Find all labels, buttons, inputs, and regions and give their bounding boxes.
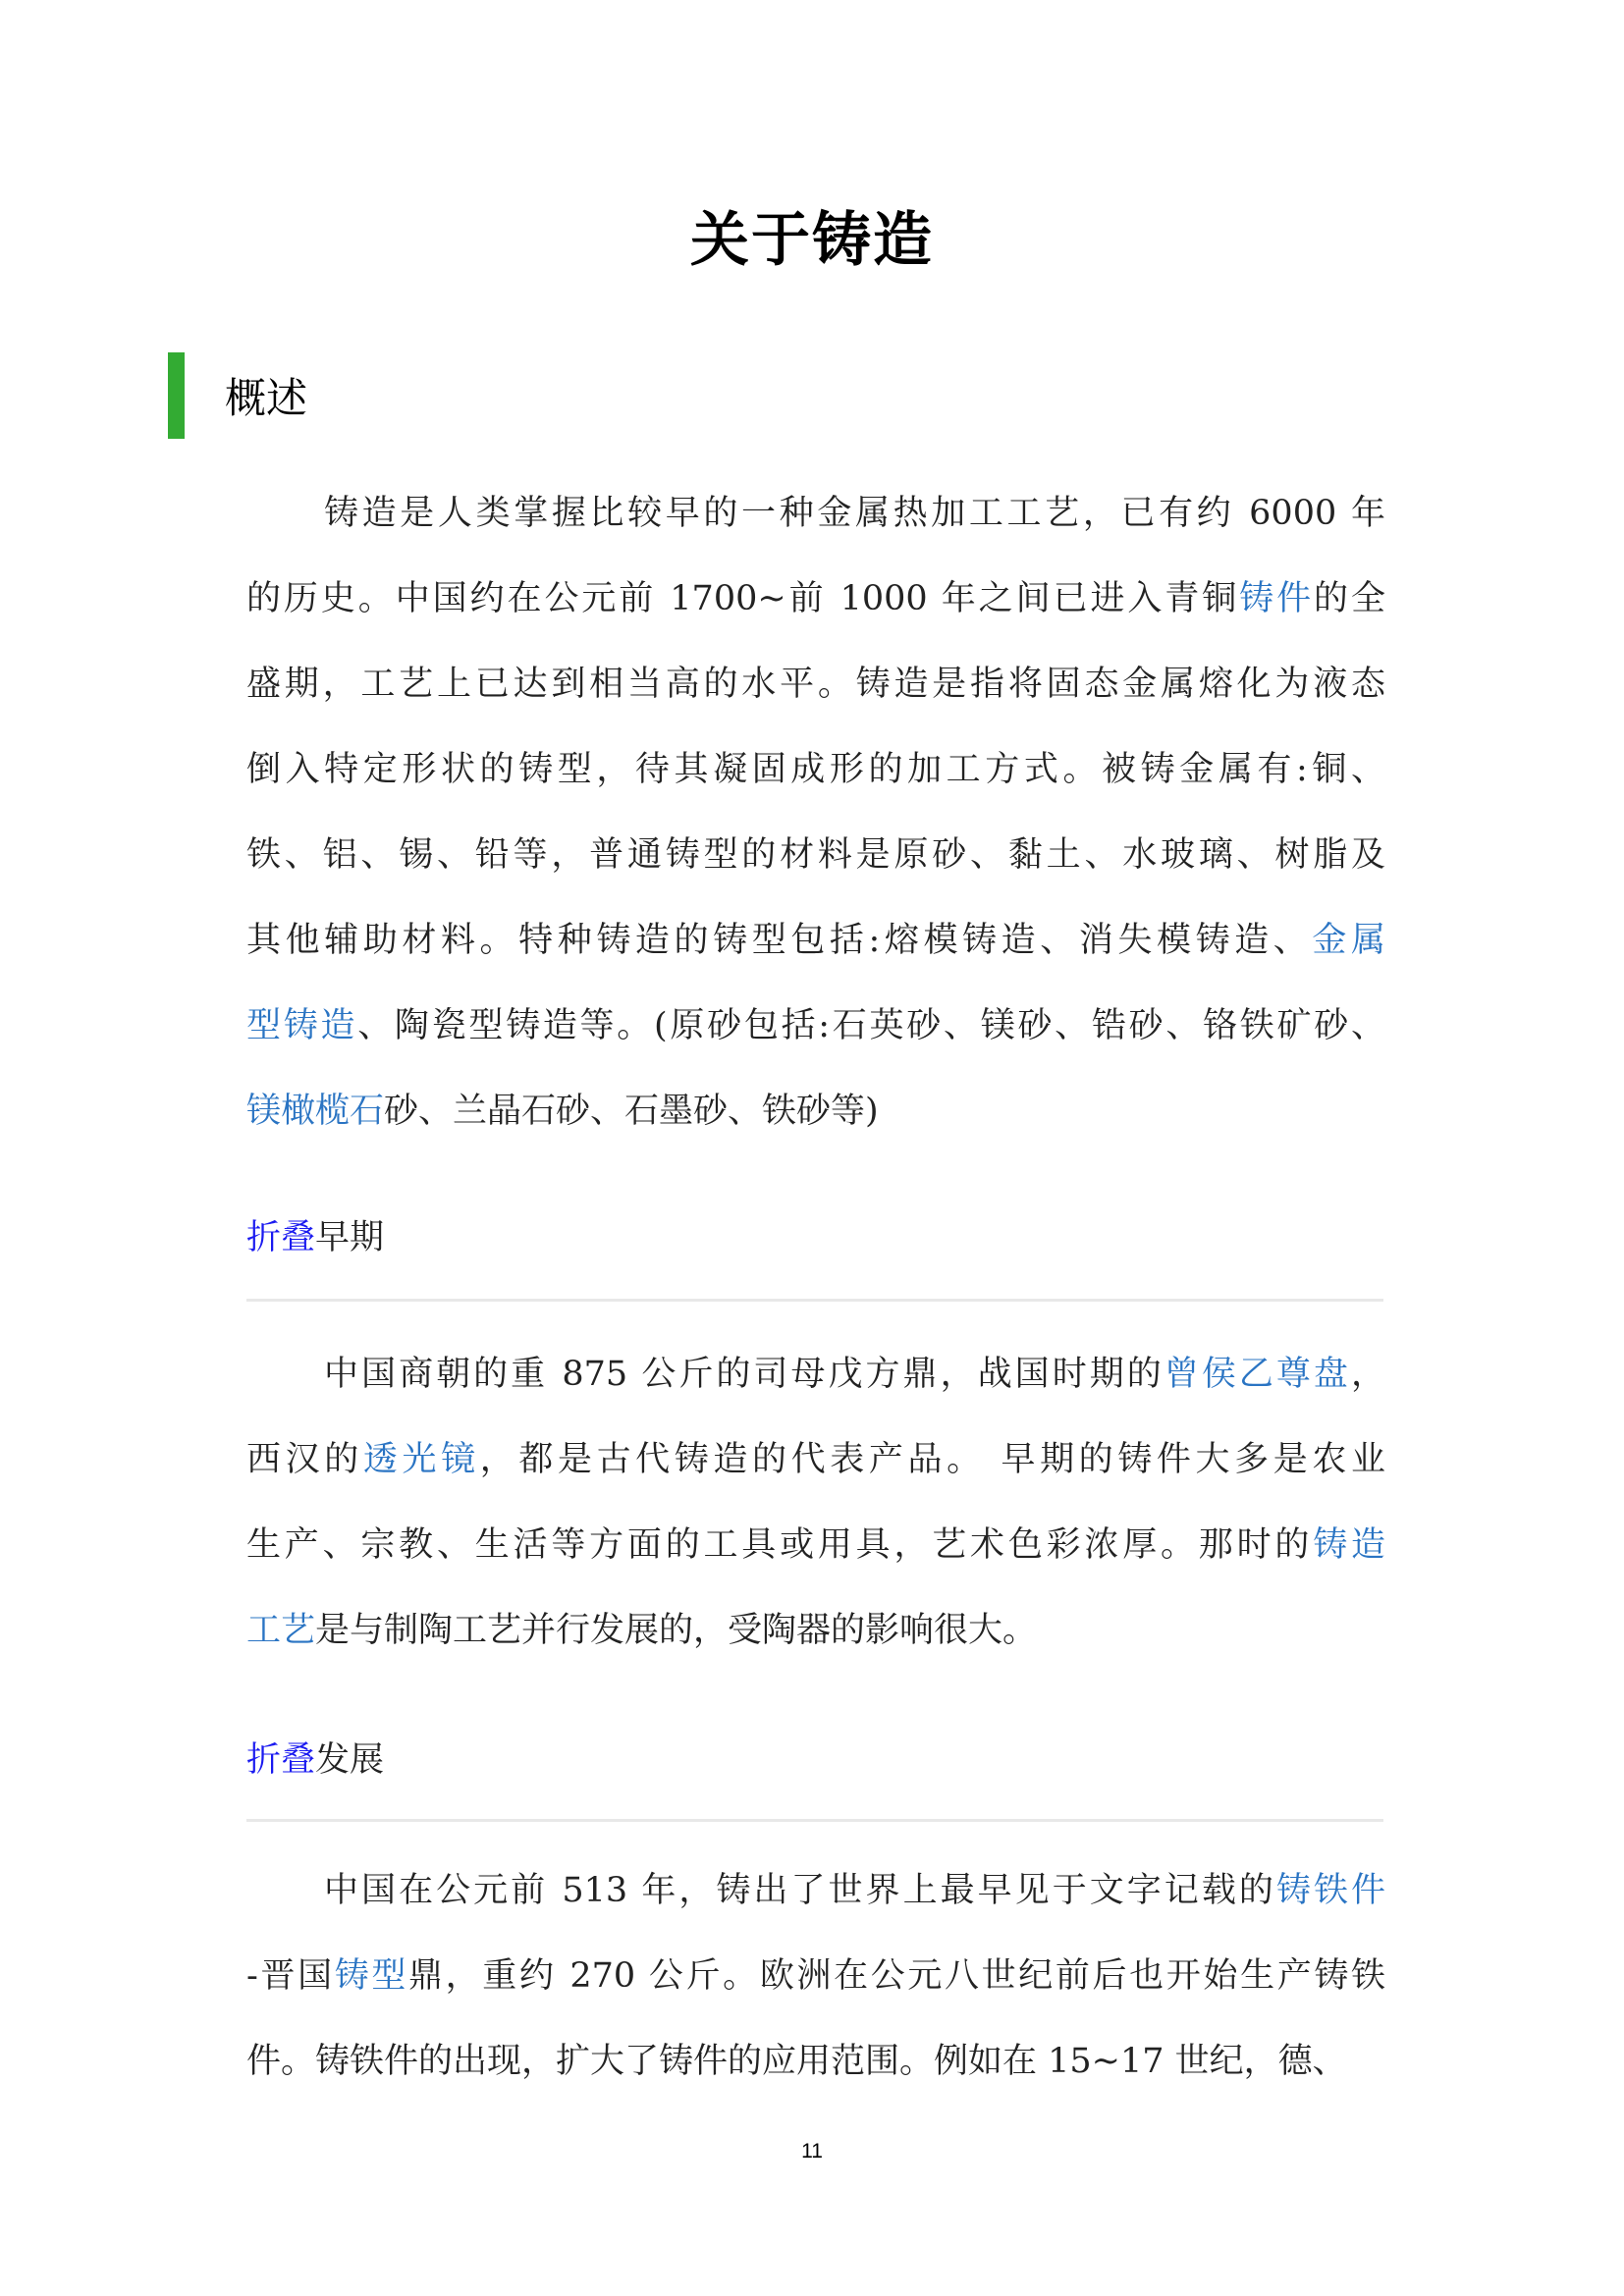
- paragraph-early: [246, 1332, 1385, 1674]
- fold-heading-early[interactable]: [246, 1213, 384, 1262]
- text-line: [246, 1069, 1385, 1154]
- inline-link[interactable]: 铸型: [334, 1956, 409, 1996]
- text-line: [246, 557, 1385, 642]
- inline-link[interactable]: 铸铁件: [1275, 1871, 1385, 1910]
- inline-link[interactable]: 型铸造: [246, 1006, 358, 1045]
- text-line: [246, 984, 1385, 1069]
- section-accent-bar: [168, 352, 185, 439]
- text-line: [246, 1588, 1385, 1674]
- inline-link[interactable]: 铸件: [1239, 579, 1315, 618]
- subsection-title: 发展: [315, 1740, 385, 1780]
- fold-heading-development[interactable]: [246, 1735, 384, 1785]
- text-line: [246, 1934, 1385, 2019]
- text-line: [246, 1332, 1385, 1417]
- paragraph-development: [246, 1848, 1385, 2105]
- text-run: 是与制陶工艺并行发展的，受陶器的影响很大。: [315, 1611, 1038, 1650]
- section-divider: [246, 1819, 1383, 1822]
- fold-toggle-link[interactable]: 折叠: [246, 1218, 316, 1257]
- text-line: [246, 813, 1385, 898]
- section-heading-overview: 概述: [225, 374, 308, 422]
- text-line: [246, 2019, 1385, 2105]
- text-run: 铁、铝、锡、铅等，普通铸型的材料是原砂、黏土、水玻璃、树脂及: [246, 835, 1385, 875]
- text-run: 砂、兰晶石砂、石墨砂、铁砂等): [384, 1092, 879, 1131]
- text-run: 件。铸铁件的出现，扩大了铸件的应用范围。例如在 15~17 世纪，德、: [246, 2042, 1347, 2081]
- text-line: [246, 642, 1385, 727]
- text-line: [246, 1848, 1385, 1934]
- text-run: 鼎，重约 270 公斤。欧洲在公元八世纪前后也开始生产铸铁: [408, 1956, 1386, 1996]
- inline-link[interactable]: 曾侯乙尊盘: [1164, 1355, 1351, 1394]
- text-line: [246, 727, 1385, 813]
- text-run: 生产、宗教、生活等方面的工具或用具，艺术色彩浓厚。那时的: [246, 1525, 1314, 1565]
- text-line: [246, 1417, 1385, 1503]
- text-run: 其他辅助材料。特种铸造的铸型包括:熔模铸造、消失模铸造、: [246, 921, 1313, 960]
- inline-link[interactable]: 镁橄榄石: [246, 1092, 385, 1131]
- text-run: ，都是古代铸造的代表产品。 早期的铸件大多是农业: [479, 1440, 1385, 1479]
- text-run: 西汉的: [246, 1440, 363, 1479]
- text-run: 中国商朝的重 875 公斤的司母戊方鼎，战国时期的: [324, 1355, 1164, 1394]
- inline-link[interactable]: 工艺: [246, 1611, 316, 1650]
- subsection-title: 早期: [315, 1218, 385, 1257]
- page-title: 关于铸造: [690, 206, 934, 275]
- text-run: 倒入特定形状的铸型，待其凝固成形的加工方式。被铸金属有:铜、: [246, 750, 1385, 789]
- text-run: 的全: [1314, 579, 1385, 618]
- paragraph-overview: [246, 471, 1385, 1154]
- text-line: [246, 898, 1385, 984]
- text-line: [246, 471, 1385, 557]
- inline-link[interactable]: 铸造: [1313, 1525, 1385, 1565]
- text-run: ，: [1350, 1355, 1385, 1394]
- text-run: 、陶瓷型铸造等。(原砂包括:石英砂、镁砂、锆砂、铬铁矿砂、: [357, 1006, 1385, 1045]
- text-run: 盛期，工艺上已达到相当高的水平。铸造是指将固态金属熔化为液态: [246, 665, 1385, 704]
- text-run: 铸造是人类掌握比较早的一种金属热加工工艺，已有约 6000 年: [324, 494, 1385, 533]
- text-line: [246, 1503, 1385, 1588]
- text-run: 中国在公元前 513 年，铸出了世界上最早见于文字记载的: [324, 1871, 1276, 1910]
- text-run: -晋国: [246, 1956, 335, 1996]
- text-run: 的历史。中国约在公元前 1700~前 1000 年之间已进入青铜: [246, 579, 1240, 618]
- inline-link[interactable]: 透光镜: [362, 1440, 480, 1479]
- section-divider: [246, 1299, 1383, 1302]
- page-number: 11: [801, 2140, 823, 2163]
- fold-toggle-link[interactable]: 折叠: [246, 1740, 316, 1780]
- inline-link[interactable]: 金属: [1312, 921, 1385, 960]
